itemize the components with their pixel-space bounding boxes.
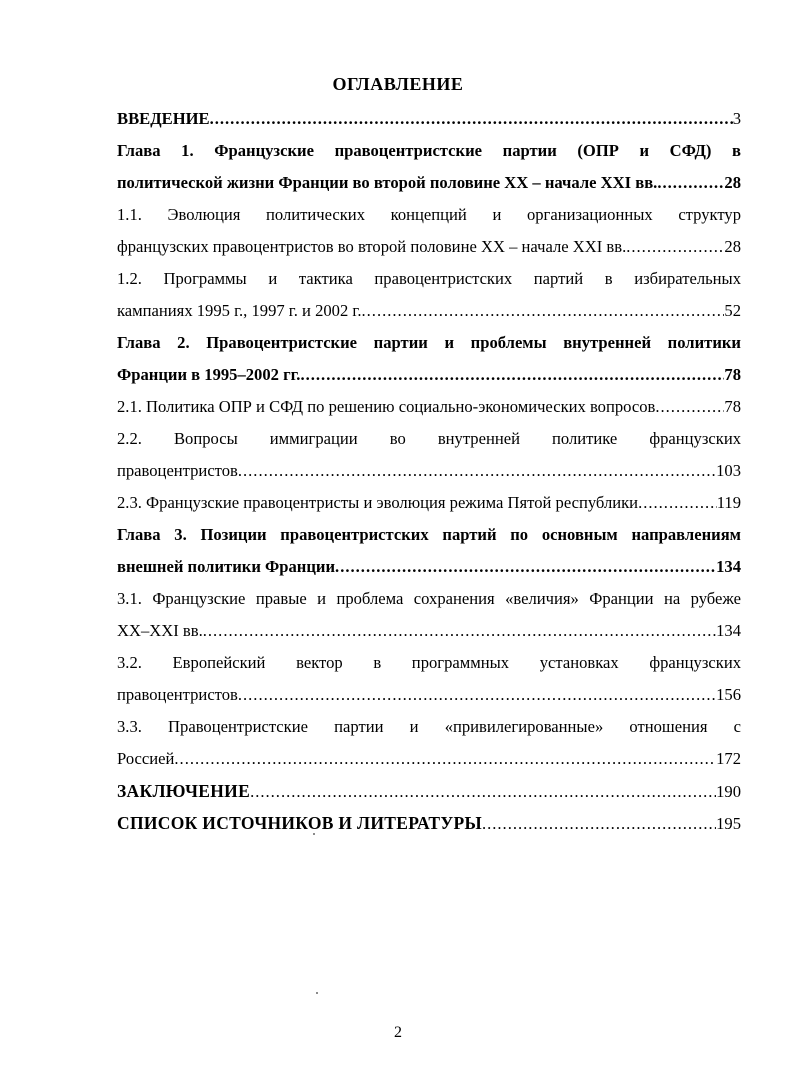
toc-page-number: 28: [724, 237, 741, 256]
toc-section-2-1[interactable]: [117, 391, 741, 423]
toc-page-number: 28: [724, 173, 741, 192]
dot-leader: [362, 295, 725, 327]
dot-leader: [174, 743, 716, 775]
toc-entry-text: внешней политики Франции: [117, 557, 336, 576]
toc-page-number: 190: [716, 782, 741, 801]
toc-page-number: 119: [716, 493, 741, 512]
toc-section-3-3-line-1[interactable]: 3.3. Правоцентристские партии и «привилегированные» отношения с: [117, 717, 741, 736]
dot-leader: [655, 391, 724, 423]
toc-entry-sources[interactable]: [117, 807, 741, 839]
toc-page-number: 103: [716, 461, 741, 480]
toc-page-number: 156: [716, 685, 741, 704]
toc-entry-text: правоцентристов: [117, 685, 238, 704]
toc-chapter-3-line-1[interactable]: Глава 3. Позиции правоцентристских партий по основным направлениям: [117, 525, 741, 544]
table-of-contents: [117, 103, 741, 839]
toc-section-1-1-line-2[interactable]: [117, 231, 741, 263]
toc-entry-text: ВВЕДЕНИЕ: [117, 109, 210, 128]
toc-section-3-3-line-2[interactable]: [117, 743, 741, 775]
toc-section-1-1-line-1[interactable]: 1.1. Эволюция политических концепций и организационных структур: [117, 205, 741, 224]
dot-leader: [300, 359, 724, 391]
scan-speck: [316, 992, 318, 994]
toc-page-number: 195: [716, 814, 741, 833]
toc-entry-text: 2.3. Французские правоцентристы и эволюция режима Пятой республики: [117, 493, 639, 512]
dot-leader: [335, 551, 716, 583]
dot-leader: [203, 615, 716, 647]
toc-page-number: 134: [716, 621, 741, 640]
dot-leader: [210, 103, 733, 135]
toc-section-2-2-line-2[interactable]: [117, 455, 741, 487]
dot-leader: [238, 679, 716, 711]
scan-speck: [313, 833, 315, 835]
toc-page-number: 78: [724, 397, 741, 416]
toc-entry-text: кампаниях 1995 г., 1997 г. и 2002 г.: [117, 301, 362, 320]
toc-entry-conclusion[interactable]: [117, 775, 741, 807]
dot-leader: [657, 167, 724, 199]
toc-section-2-2-line-1[interactable]: 2.2. Вопросы иммиграции во внутренней политике французских: [117, 429, 741, 448]
page-number: 2: [394, 1024, 402, 1041]
toc-section-1-2-line-1[interactable]: 1.2. Программы и тактика правоцентристских партий в избирательных: [117, 269, 741, 288]
dot-leader: [482, 808, 716, 840]
toc-chapter-1-line-2[interactable]: [117, 167, 741, 199]
toc-section-3-1-line-2[interactable]: [117, 615, 741, 647]
toc-page-number: 3: [732, 109, 741, 128]
toc-section-1-2-line-2[interactable]: [117, 295, 741, 327]
toc-page-number: 172: [716, 749, 741, 768]
toc-entry-text: правоцентристов: [117, 461, 238, 480]
toc-section-3-2-line-1[interactable]: 3.2. Европейский вектор в программных установках французских: [117, 653, 741, 672]
dot-leader: [626, 231, 724, 263]
toc-entry-text: Россией: [117, 749, 175, 768]
toc-page-number: 134: [716, 557, 741, 576]
toc-page-number: 78: [724, 365, 741, 384]
toc-chapter-2-line-1[interactable]: Глава 2. Правоцентристские партии и проблемы внутренней политики: [117, 333, 741, 352]
toc-section-2-3[interactable]: [117, 487, 741, 519]
toc-entry-intro[interactable]: [117, 103, 741, 135]
toc-section-3-1-line-1[interactable]: 3.1. Французские правые и проблема сохранения «величия» Франции на рубеже: [117, 589, 741, 608]
toc-section-3-2-line-2[interactable]: [117, 679, 741, 711]
toc-entry-text: XX–XXI вв.: [117, 621, 203, 640]
toc-entry-text: 2.1. Политика ОПР и СФД по решению социально-экономических вопросов: [117, 397, 656, 416]
toc-chapter-3-line-2[interactable]: [117, 551, 741, 583]
dot-leader: [238, 455, 716, 487]
toc-title: ОГЛАВЛЕНИЕ: [332, 74, 464, 94]
toc-entry-text: политической жизни Франции во второй половине XX – начале XXI вв.: [117, 173, 658, 192]
toc-entry-text: СПИСОК ИСТОЧНИКОВ И ЛИТЕРАТУРЫ: [117, 813, 482, 833]
toc-entry-text: ЗАКЛЮЧЕНИЕ: [117, 781, 251, 801]
dot-leader: [638, 487, 717, 519]
toc-page-number: 52: [724, 301, 741, 320]
toc-entry-text: французских правоцентристов во второй половине XX – начале XXI вв.: [117, 237, 627, 256]
toc-entry-text: Франции в 1995–2002 гг.: [117, 365, 301, 384]
toc-chapter-1-line-1[interactable]: Глава 1. Французские правоцентристские партии (ОПР и СФД) в: [117, 141, 741, 160]
toc-chapter-2-line-2[interactable]: [117, 359, 741, 391]
dot-leader: [250, 776, 716, 808]
